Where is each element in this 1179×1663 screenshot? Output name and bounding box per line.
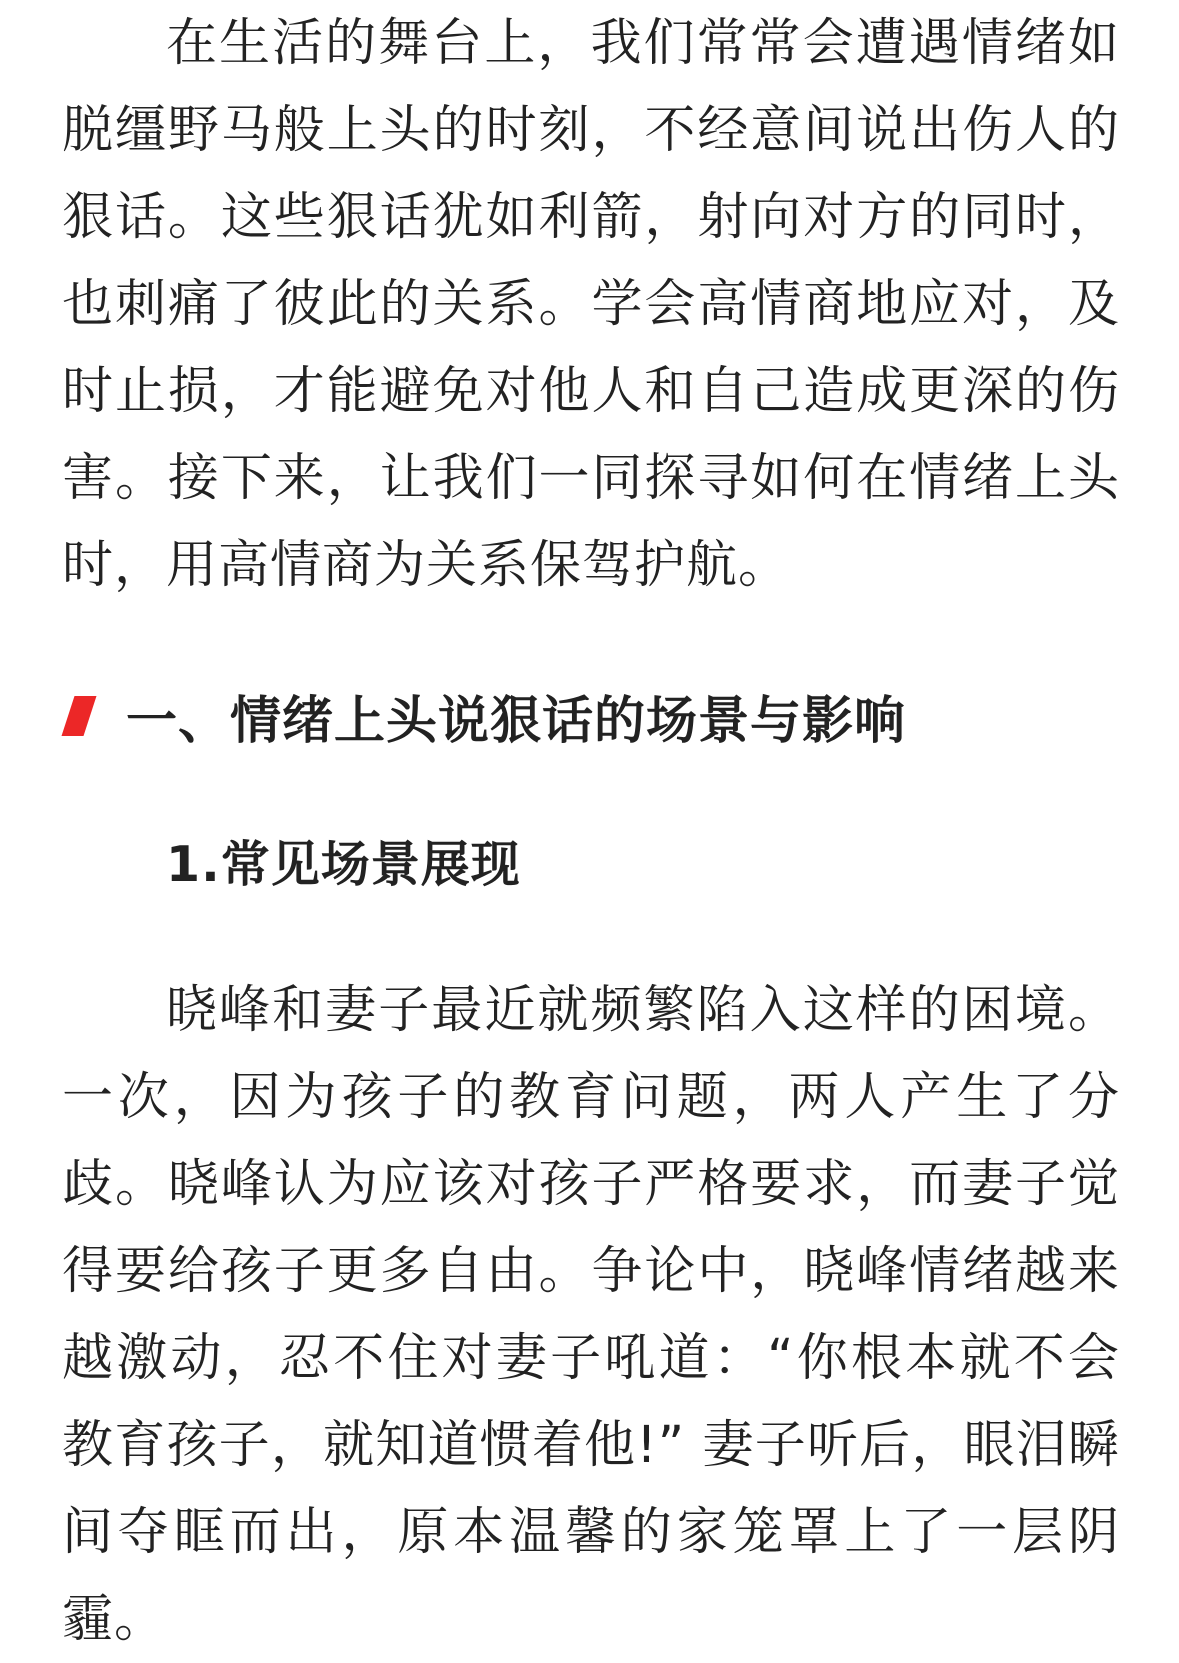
article-body bbox=[62, 0, 1120, 609]
intro-paragraph: 在生活的舞台上，我们常常会遭遇情绪如脱缰野马般上头的时刻，不经意间说出伤人的狠话。这些狠话犹如利箭，射向对方的同时，也刺痛了彼此的关系。学会高情商地应对，及时止损，才能避免对他人和自己造成更深的伤害。接下来，让我们一同探寻如何在情绪上头时，用高情商为关系保驾护航。 bbox=[62, 14, 1120, 595]
sub-heading: 1.常见场景展现 bbox=[166, 836, 521, 893]
section-heading bbox=[62, 676, 906, 756]
scene-paragraph: 晓峰和妻子最近就频繁陷入这样的困境。一次，因为孩子的教育问题，两人产生了分歧。晓峰认为应该对孩子严格要求，而妻子觉得要给孩子更多自由。争论中，晓峰情绪越来越激动，忍不住对妻子吼道：“你根本就不会教育孩子，就知道惯着他!” 妻子听后，眼泪瞬间夺眶而出，原本温馨的家笼罩上了一层阴霾。 bbox=[62, 981, 1120, 1649]
heading-accent-marker bbox=[62, 696, 97, 736]
scene-paragraph-container bbox=[62, 967, 1120, 1663]
section-heading-text: 一、情绪上头说狠话的场景与影响 bbox=[126, 692, 907, 751]
